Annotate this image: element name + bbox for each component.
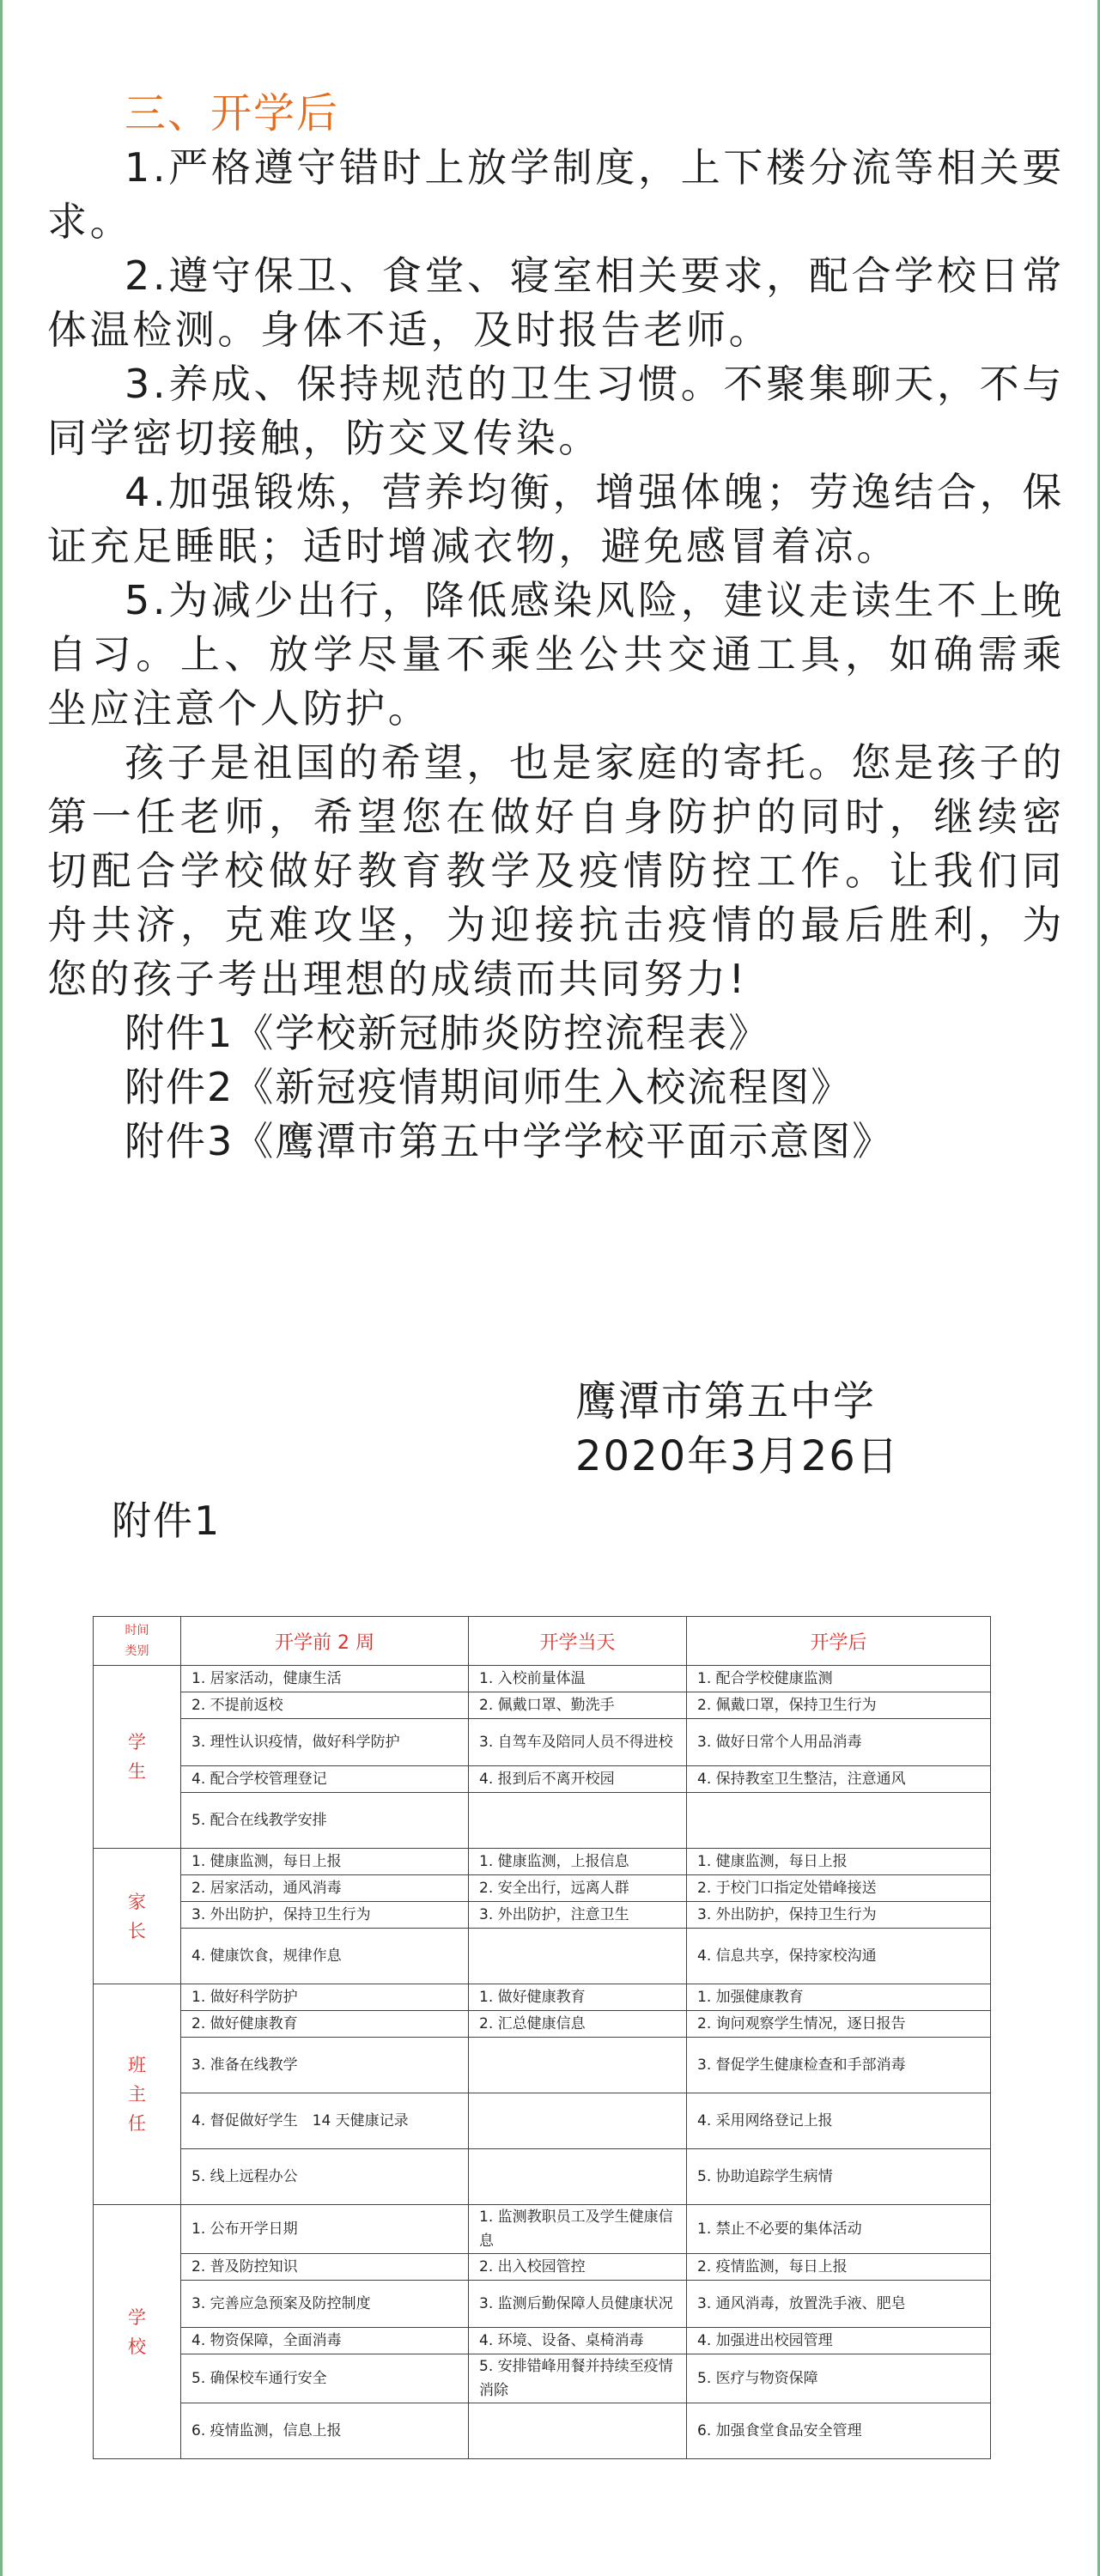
table-cell <box>469 2093 687 2149</box>
table-cell: 3. 完善应急预案及防控制度 <box>181 2281 469 2328</box>
table-cell: 5. 协助追踪学生病情 <box>687 2149 991 2205</box>
school-name: 鹰潭市第五中学 <box>575 1377 877 1425</box>
table-cell: 1. 公布开学日期 <box>181 2205 469 2254</box>
category-cell: 家 长 <box>94 1849 181 1984</box>
table-cell: 5. 配合在线教学安排 <box>181 1793 469 1849</box>
table-cell: 2. 安全出行，远离人群 <box>469 1875 687 1902</box>
table-cell: 3. 通风消毒，放置洗手液、肥皂 <box>687 2281 991 2328</box>
column-header-after: 开学后 <box>687 1617 991 1666</box>
table-cell <box>469 1929 687 1984</box>
section-heading: 三、开学后 <box>125 89 340 137</box>
table-cell: 1. 健康监测，每日上报 <box>687 1849 991 1875</box>
table-row <box>94 1719 991 1766</box>
table-cell <box>687 1793 991 1849</box>
corner-time-label: 时间 <box>125 1624 149 1637</box>
paragraph-2: 2.遵守保卫、食堂、寝室相关要求，配合学校日常体温检测。身体不适，及时报告老师。 <box>47 252 1065 353</box>
column-header-day: 开学当天 <box>469 1617 687 1666</box>
attachment-1-label: 附件1 <box>112 1498 222 1544</box>
table-row <box>94 1984 991 2011</box>
table-cell: 2. 不提前返校 <box>181 1692 469 1719</box>
corner-header <box>94 1617 181 1666</box>
table-cell: 1. 入校前量体温 <box>469 1666 687 1692</box>
table-cell <box>469 2149 687 2205</box>
table-row <box>94 2011 991 2038</box>
table-cell: 2. 佩戴口罩，保持卫生行为 <box>687 1692 991 1719</box>
category-cell: 班 主 任 <box>94 1984 181 2205</box>
table-cell: 4. 督促做好学生 14 天健康记录 <box>181 2093 469 2149</box>
attachment-3-link: 附件3《鹰潭市第五中学学校平面示意图》 <box>125 1118 894 1164</box>
column-header-before: 开学前 2 周 <box>181 1617 469 1666</box>
table-cell: 3. 监测后勤保障人员健康状况 <box>469 2281 687 2328</box>
table-cell: 2. 佩戴口罩、勤洗手 <box>469 1692 687 1719</box>
letter-body <box>47 86 1065 1169</box>
table-cell: 1. 健康监测，上报信息 <box>469 1849 687 1875</box>
table-cell: 2. 于校门口指定处错峰接送 <box>687 1875 991 1902</box>
table-row <box>94 2281 991 2328</box>
table-cell: 2. 汇总健康信息 <box>469 2011 687 2038</box>
table-cell: 2. 做好健康教育 <box>181 2011 469 2038</box>
table-cell: 4. 物资保障，全面消毒 <box>181 2328 469 2354</box>
table-row <box>94 1793 991 1849</box>
table-cell: 4. 配合学校管理登记 <box>181 1766 469 1793</box>
table-cell: 2. 普及防控知识 <box>181 2254 469 2281</box>
table-cell: 3. 督促学生健康检查和手部消毒 <box>687 2038 991 2093</box>
signature-block <box>575 1374 900 1484</box>
table-cell: 5. 安排错峰用餐并持续至疫情消除 <box>469 2354 687 2403</box>
table-cell: 4. 健康饮食，规律作息 <box>181 1929 469 1984</box>
table-cell: 4. 信息共享，保持家校沟通 <box>687 1929 991 1984</box>
table-cell: 1. 监测教职员工及学生健康信息 <box>469 2205 687 2254</box>
table-cell: 4. 加强进出校园管理 <box>687 2328 991 2354</box>
table-cell: 2. 出入校园管控 <box>469 2254 687 2281</box>
attachment-2-link: 附件2《新冠疫情期间师生入校流程图》 <box>125 1064 853 1110</box>
paragraph-5: 5.为减少出行，降低感染风险，建议走读生不上晚自习。上、放学尽量不乘坐公共交通工具，如确需乘坐应注意个人防护。 <box>47 577 1065 732</box>
table-cell: 3. 外出防护，保持卫生行为 <box>687 1902 991 1929</box>
table-cell: 1. 居家活动，健康生活 <box>181 1666 469 1692</box>
table-cell: 5. 确保校车通行安全 <box>181 2354 469 2403</box>
table-row <box>94 2403 991 2459</box>
table-row <box>94 1766 991 1793</box>
paragraph-4: 4.加强锻炼，营养均衡，增强体魄；劳逸结合，保证充足睡眠；适时增减衣物，避免感冒着凉。 <box>47 469 1065 569</box>
paragraph-3: 3.养成、保持规范的卫生习惯。不聚集聊天，不与同学密切接触，防交叉传染。 <box>47 361 1065 461</box>
table-row <box>94 1929 991 1984</box>
table-cell: 2. 询问观察学生情况，逐日报告 <box>687 2011 991 2038</box>
paragraph-1: 1.严格遵守错时上放学制度，上下楼分流等相关要求。 <box>47 144 1065 245</box>
table-cell: 1. 健康监测，每日上报 <box>181 1849 469 1875</box>
table-cell: 3. 自驾车及陪同人员不得进校 <box>469 1719 687 1766</box>
table-cell: 4. 报到后不离开校园 <box>469 1766 687 1793</box>
table-cell: 3. 准备在线教学 <box>181 2038 469 2093</box>
table-cell: 6. 加强食堂食品安全管理 <box>687 2403 991 2459</box>
table-cell: 1. 做好健康教育 <box>469 1984 687 2011</box>
table-cell <box>469 2403 687 2459</box>
table-cell: 5. 线上远程办公 <box>181 2149 469 2205</box>
signature-date: 2020年3月26日 <box>575 1432 900 1480</box>
table-cell: 3. 理性认识疫情，做好科学防护 <box>181 1719 469 1766</box>
table-cell: 1. 做好科学防护 <box>181 1984 469 2011</box>
table-cell: 1. 禁止不必要的集体活动 <box>687 2205 991 2254</box>
table-row <box>94 1666 991 1692</box>
table-cell: 1. 配合学校健康监测 <box>687 1666 991 1692</box>
prevention-flow-table <box>93 1616 991 2459</box>
table-row <box>94 1692 991 1719</box>
table-row <box>94 2093 991 2149</box>
table-row <box>94 2254 991 2281</box>
table-row <box>94 1875 991 1902</box>
table-cell: 5. 医疗与物资保障 <box>687 2354 991 2403</box>
table-row <box>94 2038 991 2093</box>
table-cell: 3. 做好日常个人用品消毒 <box>687 1719 991 1766</box>
corner-category-label: 类别 <box>125 1644 149 1658</box>
table-cell: 3. 外出防护，注意卫生 <box>469 1902 687 1929</box>
table-cell: 4. 保持教室卫生整洁，注意通风 <box>687 1766 991 1793</box>
category-cell: 学 生 <box>94 1666 181 1849</box>
table-cell: 4. 环境、设备、桌椅消毒 <box>469 2328 687 2354</box>
table-cell: 2. 疫情监测，每日上报 <box>687 2254 991 2281</box>
attachment-1-link: 附件1《学校新冠肺炎防控流程表》 <box>125 1010 770 1056</box>
closing-paragraph: 孩子是祖国的希望，也是家庭的寄托。您是孩子的第一任老师，希望您在做好自身防护的同时，继续密切配合学校做好教育教学及疫情防控工作。让我们同舟共济，克难攻坚，为迎接抗击疫情的最后胜利，为您的孩子考出理想的成绩而共同努力! <box>47 739 1065 1002</box>
table-cell: 3. 外出防护，保持卫生行为 <box>181 1902 469 1929</box>
table-cell: 1. 加强健康教育 <box>687 1984 991 2011</box>
table-header-row <box>94 1617 991 1666</box>
table-row <box>94 1849 991 1875</box>
table-cell <box>469 1793 687 1849</box>
category-cell: 学 校 <box>94 2205 181 2459</box>
table-row <box>94 1902 991 1929</box>
table-cell <box>469 2038 687 2093</box>
table-cell: 6. 疫情监测，信息上报 <box>181 2403 469 2459</box>
table-cell: 2. 居家活动，通风消毒 <box>181 1875 469 1902</box>
table-row <box>94 2149 991 2205</box>
table-row <box>94 2205 991 2254</box>
table-cell: 4. 采用网络登记上报 <box>687 2093 991 2149</box>
table-row <box>94 2354 991 2403</box>
page-border-left <box>0 0 3 2576</box>
table-row <box>94 2328 991 2354</box>
